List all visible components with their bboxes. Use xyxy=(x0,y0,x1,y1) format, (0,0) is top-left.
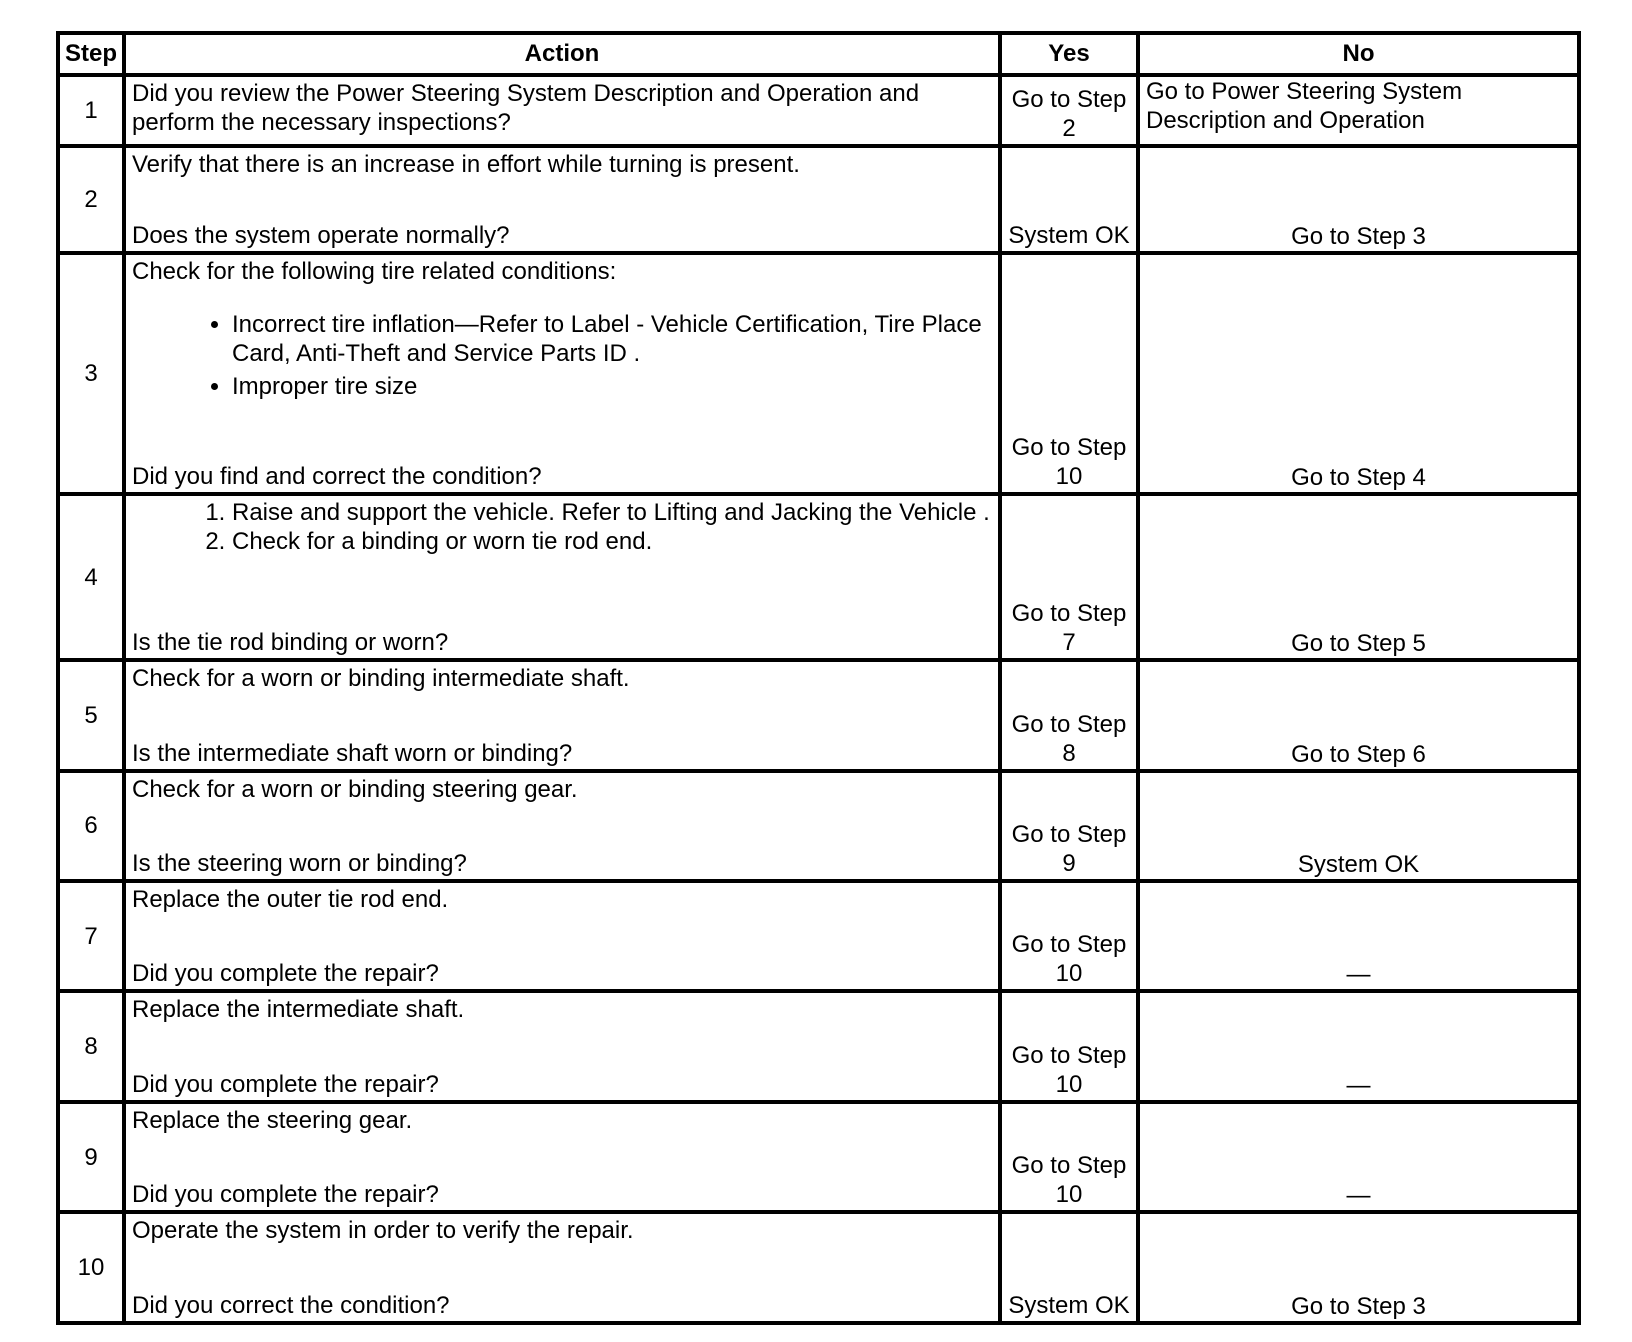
yes-cell xyxy=(1000,881,1138,991)
yes-text: Go to Step 2 xyxy=(1011,85,1127,142)
yes-text: System OK xyxy=(1008,1292,1130,1319)
step-number: 8 xyxy=(58,991,124,1101)
list-item: • Improper tire size xyxy=(232,372,992,401)
action-cell xyxy=(124,660,1000,770)
no-cell xyxy=(1138,660,1579,770)
table-row xyxy=(58,494,1579,660)
yes-text: Go to Step 10 xyxy=(1011,931,1127,988)
action-cell xyxy=(124,771,1000,881)
table-row xyxy=(58,75,1579,146)
action-instruction: Replace the intermediate shaft. xyxy=(132,996,465,1024)
header-row xyxy=(58,33,1579,75)
yes-cell xyxy=(1000,771,1138,881)
list-item: • Incorrect tire inflation—Refer to Label - Vehicle Certification, Tire Place Card, Anti-Theft and Service Parts ID . xyxy=(232,310,992,368)
table-row xyxy=(58,660,1579,770)
no-cell xyxy=(1138,494,1579,660)
no-text: System OK xyxy=(1297,851,1420,878)
yes-cell xyxy=(1000,146,1138,253)
list-item: 1. Raise and support the vehicle. Refer to Lifting and Jacking the Vehicle . xyxy=(232,498,992,527)
action-question: Is the intermediate shaft worn or binding? xyxy=(132,739,573,767)
header-step: Step xyxy=(58,33,124,75)
action-question: Is the steering worn or binding? xyxy=(132,850,467,877)
yes-text: Go to Step 10 xyxy=(1011,1041,1127,1098)
action-question: Did you complete the repair? xyxy=(132,1181,439,1209)
action-cell xyxy=(124,253,1000,494)
no-text: Go to Step 4 xyxy=(1291,464,1426,492)
no-cell xyxy=(1138,1212,1579,1323)
condition-list xyxy=(132,310,992,401)
action-question: Did you find and correct the condition? xyxy=(132,463,542,491)
action-cell xyxy=(124,75,1000,146)
no-text: Go to Step 3 xyxy=(1291,222,1426,250)
step-number: 3 xyxy=(58,253,124,494)
no-text: — xyxy=(1346,1071,1371,1099)
no-text: — xyxy=(1346,961,1371,989)
action-cell xyxy=(124,1102,1000,1212)
step-number: 7 xyxy=(58,881,124,991)
action-question: Does the system operate normally? xyxy=(132,221,510,249)
no-text: Go to Step 3 xyxy=(1291,1293,1426,1320)
yes-text: System OK xyxy=(1008,221,1130,249)
yes-text: Go to Step 9 xyxy=(1011,821,1127,877)
yes-cell xyxy=(1000,991,1138,1101)
no-text: — xyxy=(1346,1182,1371,1210)
yes-text: Go to Step 8 xyxy=(1011,710,1127,767)
action-instruction: Replace the outer tie rod end. xyxy=(132,886,449,913)
table-row xyxy=(58,253,1579,494)
table-row xyxy=(58,881,1579,991)
no-text: Go to Step 5 xyxy=(1291,630,1426,658)
no-cell xyxy=(1138,881,1579,991)
no-cell xyxy=(1138,1102,1579,1212)
no-cell xyxy=(1138,991,1579,1101)
table-row xyxy=(58,1212,1579,1323)
no-text: Go to Step 6 xyxy=(1291,740,1426,768)
action-instruction: Operate the system in order to verify the repair. xyxy=(132,1217,634,1245)
action-question: Did you complete the repair? xyxy=(132,960,439,988)
action-cell xyxy=(124,881,1000,991)
yes-cell xyxy=(1000,1212,1138,1323)
yes-cell xyxy=(1000,75,1138,146)
no-cell xyxy=(1138,253,1579,494)
table-row xyxy=(58,771,1579,881)
diagnostic-table xyxy=(56,31,1581,1325)
action-question: Did you complete the repair? xyxy=(132,1070,439,1098)
action-cell xyxy=(124,146,1000,253)
step-number: 4 xyxy=(58,494,124,660)
yes-text: Go to Step 10 xyxy=(1011,1152,1127,1209)
action-instruction: Replace the steering gear. xyxy=(132,1106,413,1134)
yes-cell xyxy=(1000,494,1138,660)
table-row xyxy=(58,146,1579,253)
yes-text: Go to Step 7 xyxy=(1011,600,1127,657)
action-instruction: Check for a worn or binding steering gear. xyxy=(132,775,578,803)
yes-cell xyxy=(1000,1102,1138,1212)
step-number: 9 xyxy=(58,1102,124,1212)
step-number: 6 xyxy=(58,771,124,881)
no-cell xyxy=(1138,771,1579,881)
procedure-list xyxy=(132,498,992,556)
table-row xyxy=(58,991,1579,1101)
no-cell xyxy=(1138,146,1579,253)
table-row xyxy=(58,1102,1579,1212)
action-cell xyxy=(124,1212,1000,1323)
step-number: 2 xyxy=(58,146,124,253)
action-question: Did you correct the condition? xyxy=(132,1292,450,1319)
header-no: No xyxy=(1138,33,1579,75)
no-text: Go to Power Steering System Description and Operation xyxy=(1146,77,1463,134)
list-item: 2. Check for a binding or worn tie rod end. xyxy=(232,527,992,556)
step-number: 1 xyxy=(58,75,124,146)
action-text: Did you review the Power Steering System Description and Operation and perform the necessary inspections? xyxy=(132,79,920,136)
yes-cell xyxy=(1000,253,1138,494)
action-question: Is the tie rod binding or worn? xyxy=(132,629,449,657)
header-action: Action xyxy=(124,33,1000,75)
no-cell xyxy=(1138,75,1579,146)
yes-cell xyxy=(1000,660,1138,770)
step-number: 10 xyxy=(58,1212,124,1323)
action-instruction: Verify that there is an increase in effort while turning is present. xyxy=(132,150,800,178)
step-number: 5 xyxy=(58,660,124,770)
action-cell xyxy=(124,991,1000,1101)
header-yes: Yes xyxy=(1000,33,1138,75)
yes-text: Go to Step 10 xyxy=(1011,434,1127,491)
action-instruction: Check for a worn or binding intermediate shaft. xyxy=(132,665,630,693)
action-instruction: Check for the following tire related conditions: xyxy=(132,257,617,285)
action-cell xyxy=(124,494,1000,660)
